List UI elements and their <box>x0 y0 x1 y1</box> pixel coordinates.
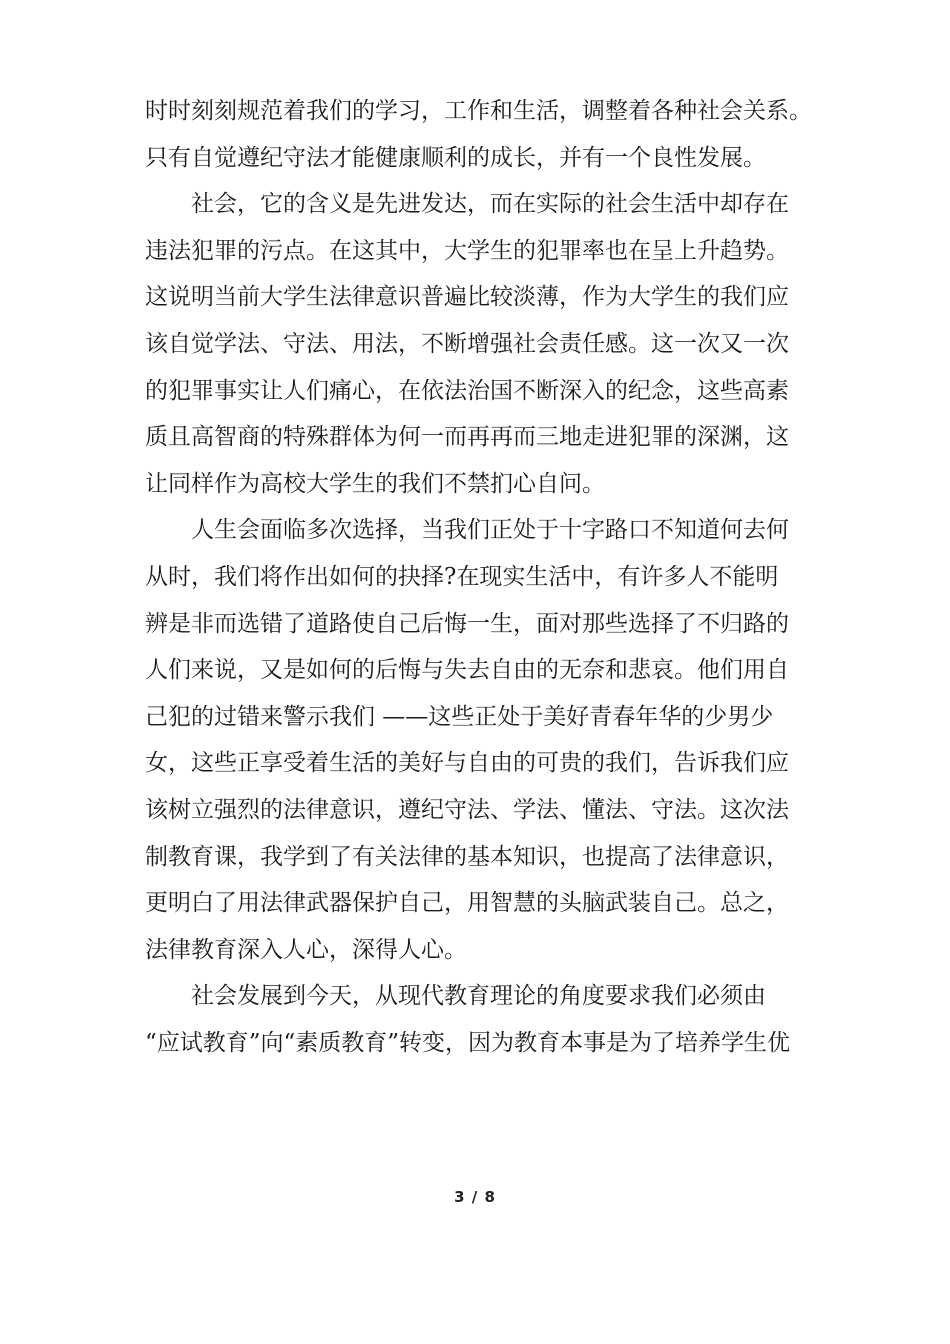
text-line: 人们来说，又是如何的后悔与失去自由的无奈和悲哀。他们用自 <box>145 657 789 684</box>
text-line: 只有自觉遵纪守法才能健康顺利的成长，并有一个良性发展。 <box>145 144 766 171</box>
text-line: 制教育课，我学到了有关法律的基本知识，也提高了法律意识， <box>145 843 789 870</box>
paragraph-start-line: 社会，它的含义是先进发达，而在实际的社会生活中却存在 <box>191 191 789 218</box>
text-line: 时时刻刻规范着我们的学习，工作和生活，调整着各种社会关系。 <box>145 98 812 124</box>
text-line: 这说明当前大学生法律意识普遍比较淡薄，作为大学生的我们应 <box>145 284 789 311</box>
paragraph-start-line: 社会发展到今天，从现代教育理论的角度要求我们必须由 <box>191 983 766 1010</box>
text-line: “应试教育”向“素质教育”转变，因为教育本事是为了培养学生优 <box>145 1029 791 1056</box>
paragraph-start-line: 人生会面临多次选择，当我们正处于十字路口不知道何去何 <box>191 517 789 544</box>
text-line: 更明白了用法律武器保护自己，用智慧的头脑武装自己。总之， <box>145 890 789 917</box>
text-line: 让同样作为高校大学生的我们不禁扪心自问。 <box>145 470 605 497</box>
page-number: 3 / 8 <box>454 1188 496 1206</box>
text-line: 女，这些正享受着生活的美好与自由的可贵的我们，告诉我们应 <box>145 750 789 777</box>
text-line: 从时，我们将作出如何的抉择?在现实生活中，有许多人不能明 <box>145 563 779 590</box>
text-line: 的犯罪事实让人们痛心，在依法治国不断深入的纪念，这些高素 <box>145 377 789 404</box>
text-line: 辨是非而选错了道路使自己后悔一生，面对那些选择了不归路的 <box>145 610 789 637</box>
text-line: 违法犯罪的污点。在这其中，大学生的犯罪率也在呈上升趋势。 <box>145 237 789 264</box>
text-line: 该自觉学法、守法、用法，不断增强社会责任感。这一次又一次 <box>145 330 789 357</box>
text-line: 质且高智商的特殊群体为何一而再再而三地走进犯罪的深渊，这 <box>145 424 789 451</box>
text-line: 该树立强烈的法律意识，遵纪守法、学法、懂法、守法。这次法 <box>145 796 789 823</box>
text-line: 法律教育深入人心，深得人心。 <box>145 936 467 963</box>
text-line: 己犯的过错来警示我们 ——这些正处于美好青春年华的少男少 <box>145 703 774 730</box>
document-body <box>145 88 815 1066</box>
